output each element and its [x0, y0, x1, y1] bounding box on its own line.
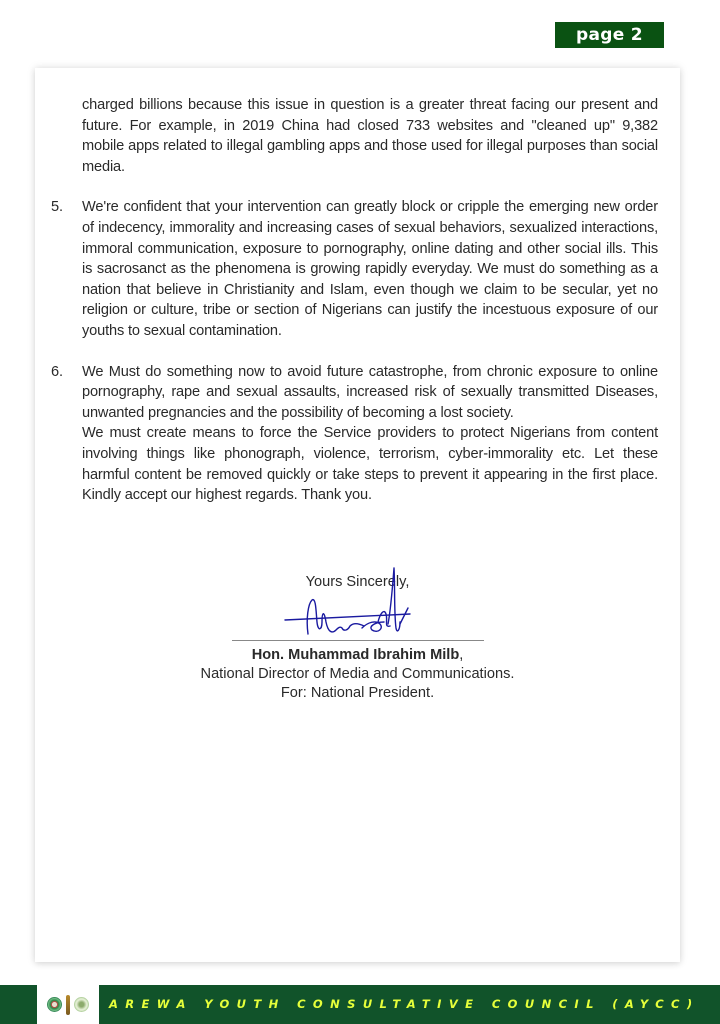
paragraph: We Must do something now to avoid future catastrophe, from chronic exposure to online pornography, rape and sexual assaults, increased risk of sexually transmitted Diseases, unwanted pregnancies and the possibility of becoming a lost society.: [82, 363, 658, 421]
list-item-text: [82, 362, 658, 506]
signer-name-text: Hon. Muhammad Ibrahim Milb: [251, 647, 460, 663]
signature-area: [35, 592, 680, 640]
footer-bar: [0, 985, 720, 1024]
page-number-label: page 2: [576, 25, 643, 45]
footer-logos: [37, 985, 99, 1024]
list-item-number: 5.: [51, 199, 63, 216]
staff-logo-icon: [66, 995, 70, 1015]
letter-body: [51, 95, 658, 506]
list-item: [51, 197, 658, 341]
letter-closing: [35, 573, 680, 703]
list-item: [51, 362, 658, 506]
page-number-badge: [555, 22, 664, 48]
signature-image: [280, 564, 420, 644]
organization-name: AREWA YOUTH CONSULTATIVE COUNCIL (AYCC): [109, 997, 700, 1011]
salutation: Yours Sincerely,: [305, 574, 410, 590]
emblem-logo-icon: [47, 997, 62, 1012]
signer-for: For: National President.: [280, 685, 435, 701]
signer-name-suffix: ,: [459, 647, 464, 663]
letter-sheet: [35, 68, 680, 962]
signature-line: [232, 640, 484, 641]
list-item-text: [82, 197, 658, 341]
continuation-paragraph: charged billions because this issue in question is a greater threat facing our present and future. For example, in 2019 China had closed 733 websites and "cleaned up" 9,382 mobile apps related to illegal gambling apps and those used for illegal purposes than social media.: [82, 97, 658, 175]
signer-title: National Director of Media and Communications.: [200, 666, 515, 682]
paragraph: We're confident that your intervention can greatly block or cripple the emerging new order of indecency, immorality and increasing cases of sexual behaviors, sexualized interactions, immoral communication, exposure to pornography, online dating and other social ills. This is sacrosanct as the phenomena is growing rapidly everyday. We must do something as a nation that believe in Christianity and Islam, even though we claim to be secular, yet no religion or culture, tribe or section of Nigerians can justify the incestuous exposure of our youths to sexual contamination.: [82, 199, 658, 339]
paragraph: We must create means to force the Service providers to protect Nigerians from content involving things like phonograph, violence, terrorism, cyber-immorality etc. Let these harmful content be removed quickly or take steps to prevent it appearing in the first place. Kindly accept our highest regards. Thank you.: [82, 425, 658, 504]
list-item-number: 6.: [51, 363, 63, 380]
seal-logo-icon: [74, 997, 89, 1012]
signer-name: [35, 646, 680, 665]
